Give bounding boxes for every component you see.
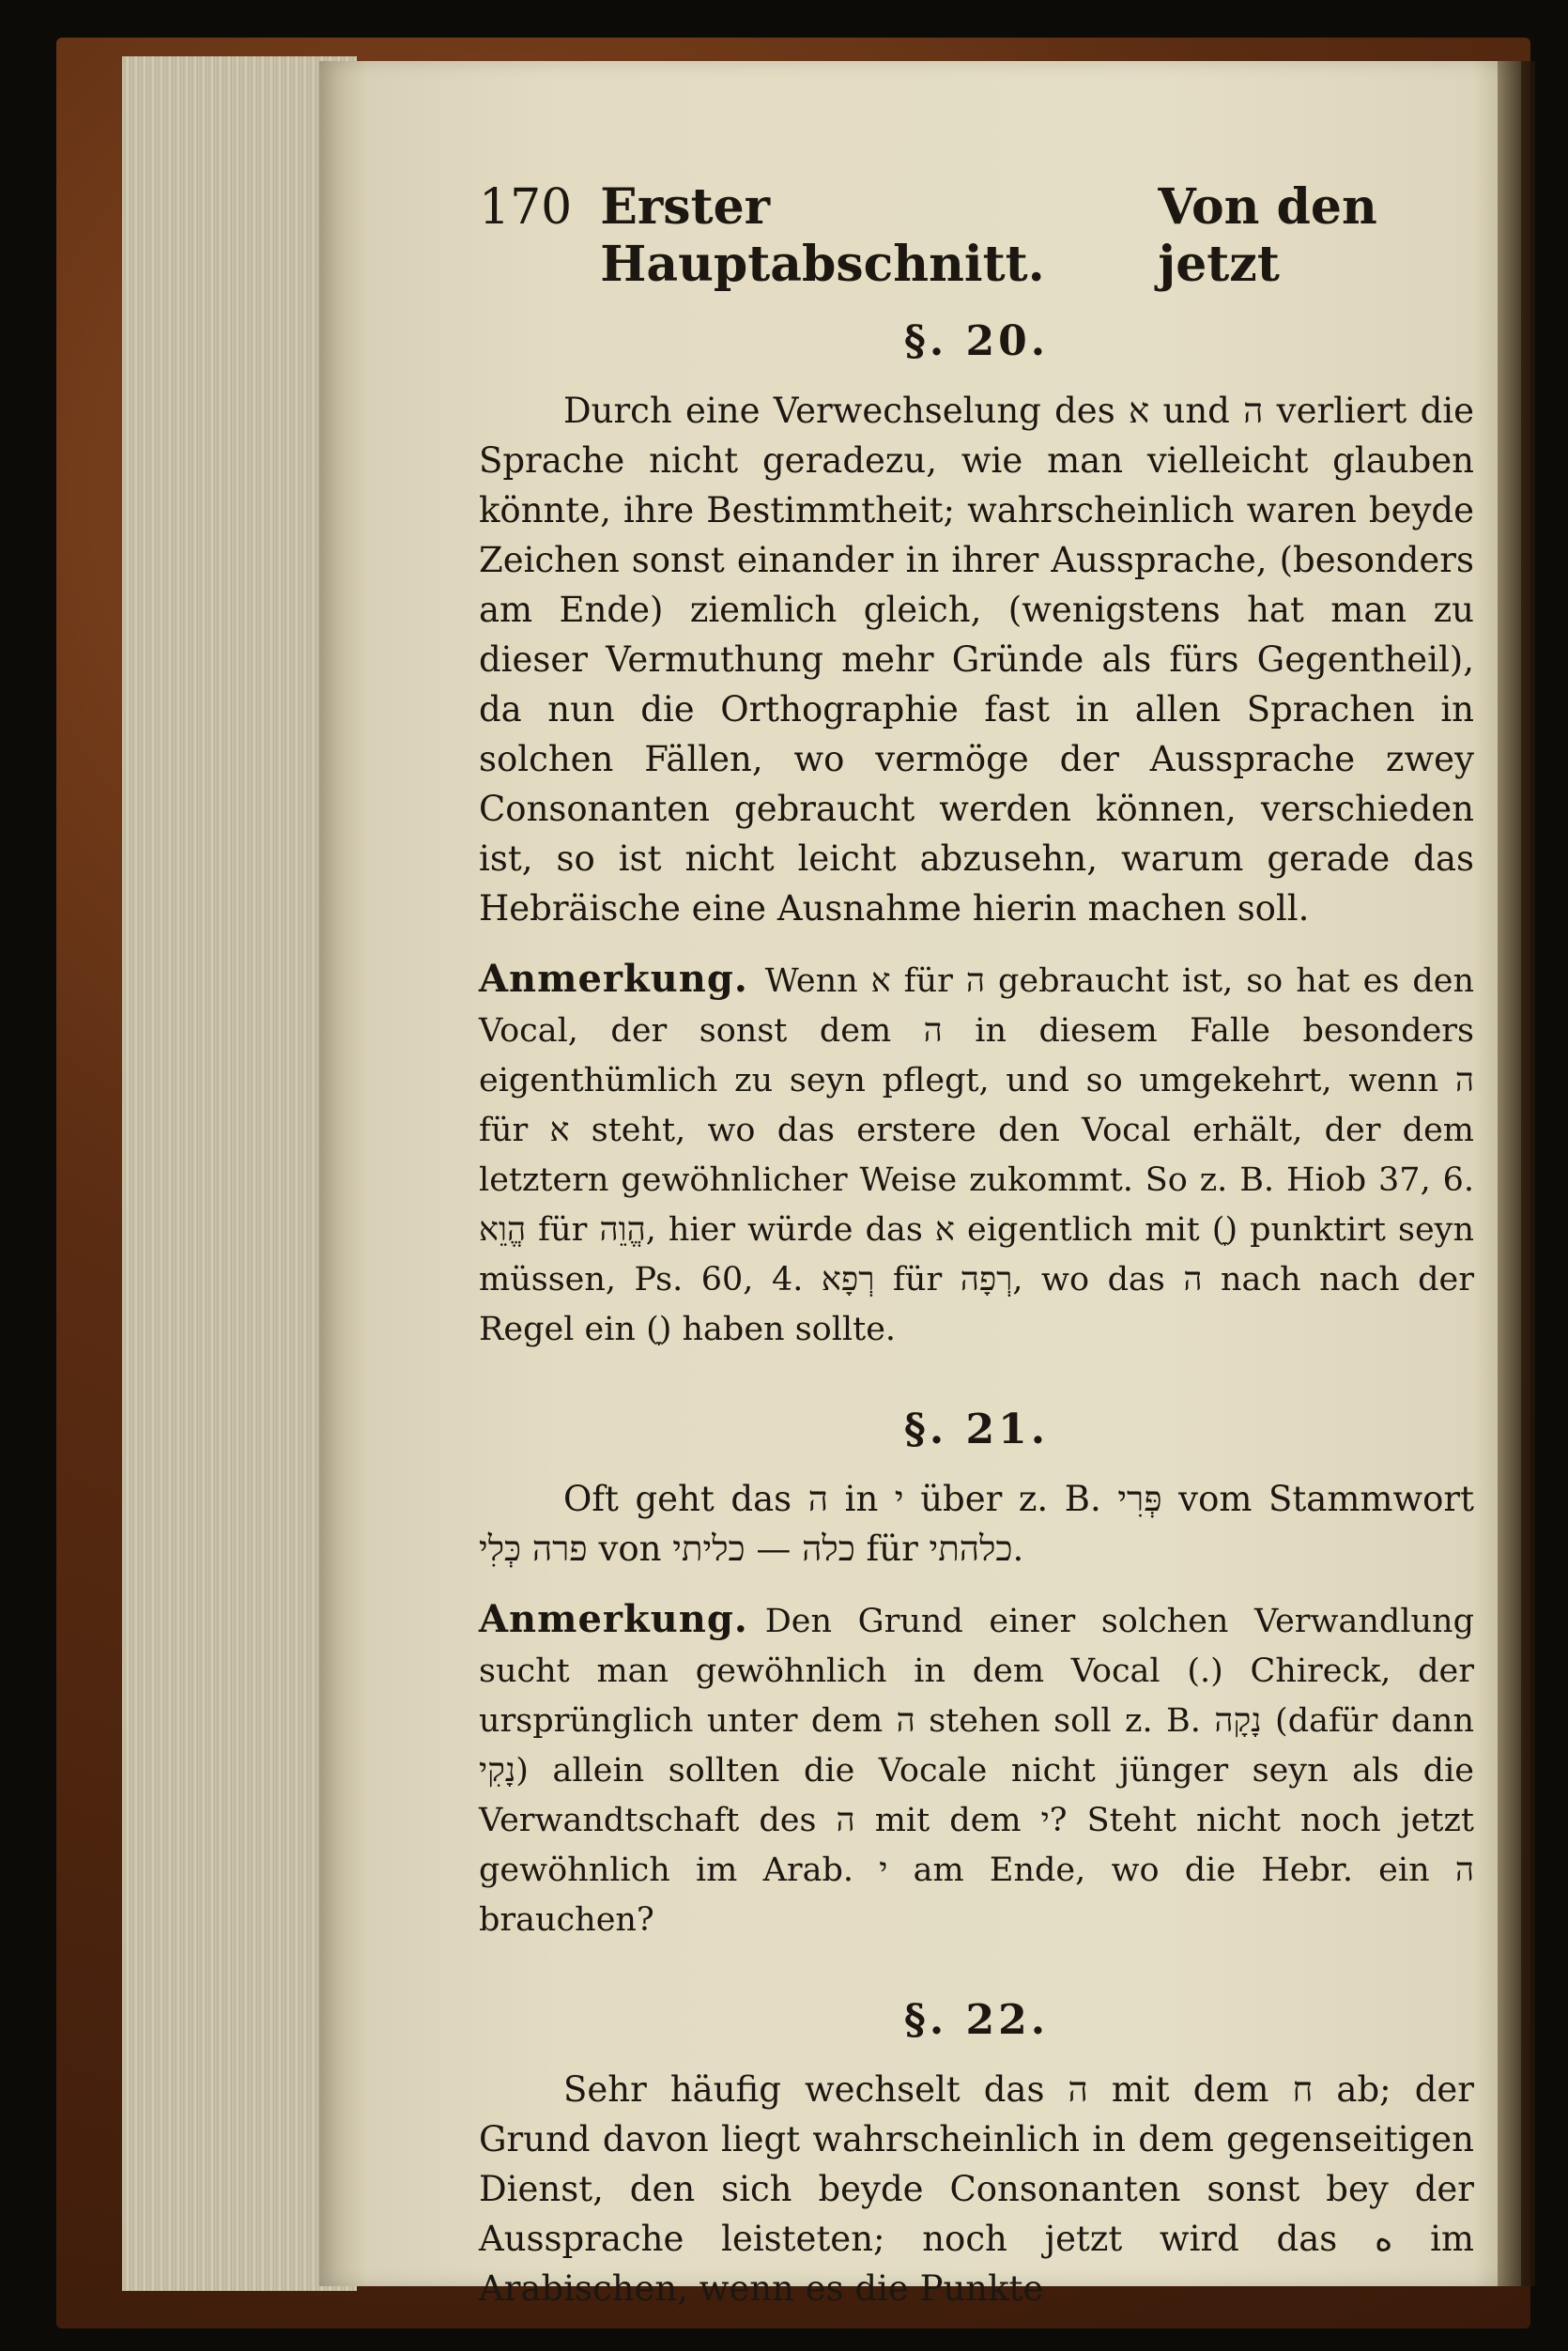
annotation (479, 954, 1474, 1355)
annotation-text: Wenn א für ה gebraucht ist, so hat es den Vocal, der sonst dem ה in diesem Falle besonders eigenthümlich zu seyn pflegt, und so umgekehrt, wenn ה für א steht, wo das erstere den Vocal erhält, der dem letztern gewöhnlicher Weise zukommt. So z. B. Hiob 37, 6. הֱוֵא für הֱוֵה, hier würde das א eigentlich mit (ָ) punktirt seyn müssen, Ps. 60, 4. רְפָא für רְפָה, wo das ה nach nach der Regel ein (ָ) haben sollte. (479, 962, 1474, 1348)
section-heading: §. 21. (903, 1406, 1050, 1453)
annotation-label: Anmerkung. (479, 957, 748, 1001)
running-title-left: Erster Hauptabschnitt. (600, 178, 1045, 293)
annotation (479, 1594, 1474, 1945)
section-paragraph: Sehr häufig wechselt das ה mit dem ח ab; der Grund davon liegt wahrscheinlich in dem gegenseitigen Dienst, den sich beyde Consonanten sonst bey der Aussprache leisteten; noch jetzt wird das ه im Arabischen, wenn es die Punkte (479, 2069, 1474, 2309)
section-heading: §. 22. (903, 1996, 1050, 2044)
running-header (479, 178, 1474, 293)
page-number: 170 (479, 179, 573, 236)
section-paragraph: Oft geht das ה in י über z. B. פְּרִי vom Stammwort פרה כְּלִי von כלה — כליתי für כלהתי. (479, 1479, 1474, 1569)
running-title-right: Von den jetzt (1158, 178, 1377, 293)
section-heading: §. 20. (903, 317, 1050, 365)
annotation-text: Den Grund einer solchen Verwandlung sucht man gewöhnlich in dem Vocal (.) Chireck, der ursprünglich unter dem ה stehen soll z. B. נָקָה (dafür dann נָקִי) allein sollten die Vocale nicht jünger seyn als die Verwandtschaft des ה mit dem י? Steht nicht noch jetzt gewöhnlich im Arab. י am Ende, wo die Hebr. ein ה brauchen? (479, 1603, 1475, 1939)
section-paragraph: Durch eine Verwechselung des א und ה verliert die Sprache nicht geradezu, wie man vielleicht glauben könnte, ihre Bestimmtheit; wahrscheinlich waren beyde Zeichen sonst einander in ihrer Aussprache, (besonders am Ende) ziemlich gleich, (wenigstens hat man zu dieser Vermuthung mehr Gründe als fürs Gegentheil), da nun die Orthographie fast in allen Sprachen in solchen Fällen, wo vermöge der Aussprache zwey Consonanten gebraucht werden können, verschieden ist, so ist nicht leicht abzusehn, warum gerade das Hebräische eine Ausnahme hierin machen soll. (479, 391, 1474, 929)
annotation-label: Anmerkung. (479, 1597, 748, 1641)
page-text (479, 178, 1474, 2313)
gutter-shadow (1498, 61, 1535, 2286)
